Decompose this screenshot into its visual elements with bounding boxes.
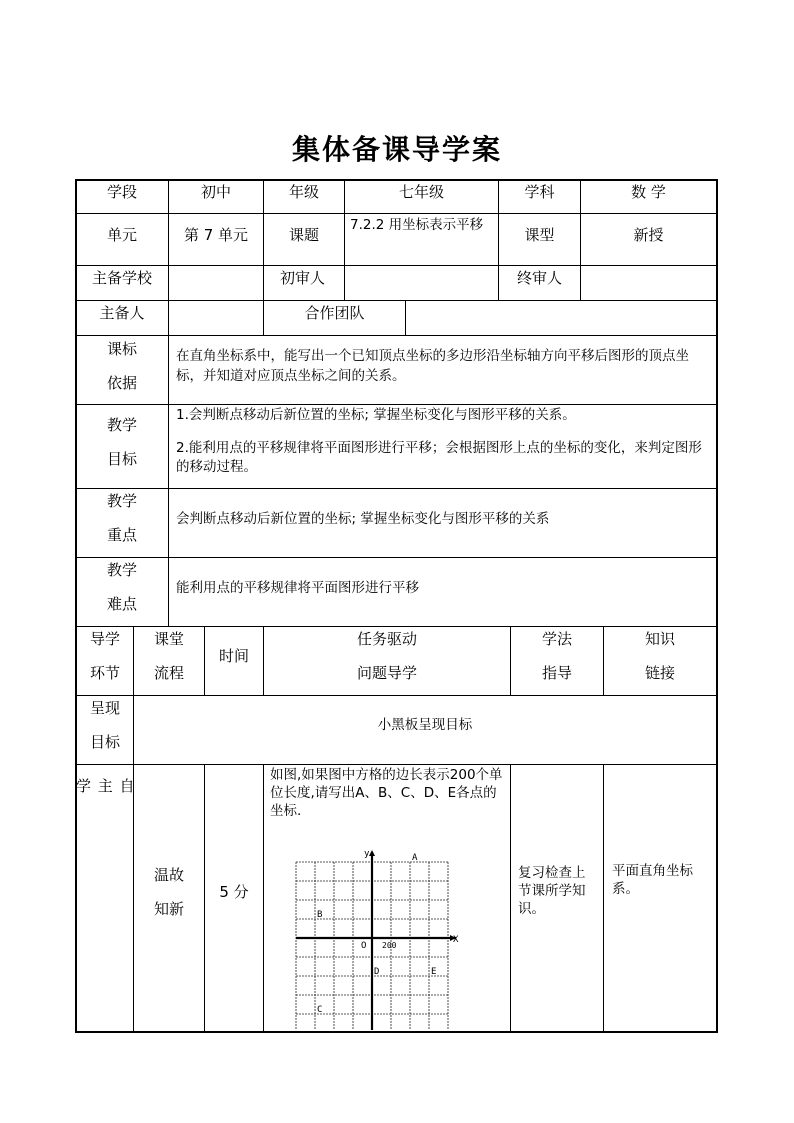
zhishi-label-2: 链接 [644,664,675,682]
ketang-label-2: 流程 [153,664,184,682]
origin-label: O [361,941,367,951]
keti-label: 课题 [288,226,319,244]
xuefa-label-1: 学法 [541,630,572,648]
zizhu-wenti: 如图,如果图中方格的边长表示200个单位长度,请写出A、B、C、D、E各点的坐标. [270,767,503,819]
scale-label: 200 [382,941,397,950]
daoxue-label-1: 导学 [89,630,120,648]
zizhu-liucheng-2: 知新 [153,900,184,918]
kebiao-label-2: 依据 [106,374,137,392]
zizhu-liucheng-1: 温故 [153,866,184,884]
zhubeiren-label: 主备人 [99,304,145,322]
kebiao-text: 在直角坐标系中，能写出一个已知顶点坐标的多边形沿坐标轴方向平移后图形的顶点坐标，并知道对应顶点坐标之间的关系。 [176,348,689,384]
y-axis-label: y [364,849,370,859]
xueduan-value: 初中 [200,183,231,201]
renwu-label-1: 任务驱动 [356,630,417,648]
kebiao-label-1: 课标 [106,340,137,358]
xueke-label: 学科 [524,183,555,201]
coordinate-grid-figure [290,846,470,1031]
keti-value: 7.2.2 用坐标表示平移 [350,217,484,233]
zhubei-school-label: 主备学校 [91,269,152,287]
daoxue-label-2: 环节 [89,664,120,682]
kexing-label: 课型 [524,226,555,244]
mubiao-2: 2.能利用点的平移规律将平面图形进行平移；会根据图形上点的坐标的变化，来判定图形的移动过程。 [176,440,702,475]
chengxian-text: 小黑板呈现目标 [377,717,473,733]
point-label-a: A [412,853,418,863]
chengxian-label-2: 目标 [89,733,120,751]
zizhu-huanjie: 学 主 自 [76,777,136,795]
shijian-label: 时间 [218,647,249,665]
point-label-e: E [431,967,437,977]
x-axis-label: X [453,935,459,945]
nianji-label: 年级 [288,183,319,201]
ketang-label-1: 课堂 [153,630,184,648]
xuefa-label-2: 指导 [541,664,572,682]
mubiao-label-1: 教学 [106,416,137,434]
xueduan-label: 学段 [106,183,137,201]
page-title: 集体备课导学案 [291,133,502,166]
zhongshen-label: 终审人 [516,269,562,287]
hezuo-label: 合作团队 [304,304,365,322]
renwu-label-2: 问题导学 [356,664,417,682]
zhishi-label-1: 知识 [644,630,675,648]
nandian-label-1: 教学 [106,561,137,579]
nandian-text: 能利用点的平移规律将平面图形进行平移 [176,580,419,596]
xueke-value: 数 学 [631,183,666,201]
danyuan-label: 单元 [106,226,137,244]
mubiao-1: 1.会判断点移动后新位置的坐标; 掌握坐标变化与图形平移的关系。 [176,407,576,423]
zizhu-xuefa: 复习检查上节课所学知识。 [518,865,586,917]
nandian-label-2: 难点 [106,595,137,613]
mubiao-label-2: 目标 [106,450,137,468]
point-label-c: C [317,1005,323,1015]
zhongdian-label-1: 教学 [106,492,137,510]
zhongdian-text: 会判断点移动后新位置的坐标; 掌握坐标变化与图形平移的关系 [176,511,550,527]
chengxian-label-1: 呈现 [89,699,120,717]
zhongdian-label-2: 重点 [106,526,137,544]
nianji-value: 七年级 [398,183,444,201]
point-labels [317,853,436,1015]
danyuan-value: 第 7 单元 [183,226,249,244]
point-label-b: B [317,910,323,920]
zizhu-shijian: 5 分 [219,883,249,901]
axes [296,850,456,1030]
chushen-label: 初审人 [280,269,326,287]
point-label-d: D [374,967,380,977]
kexing-value: 新授 [633,226,664,244]
zizhu-zhishi: 平面直角坐标系。 [612,863,693,897]
y-axis-arrow [369,850,375,856]
